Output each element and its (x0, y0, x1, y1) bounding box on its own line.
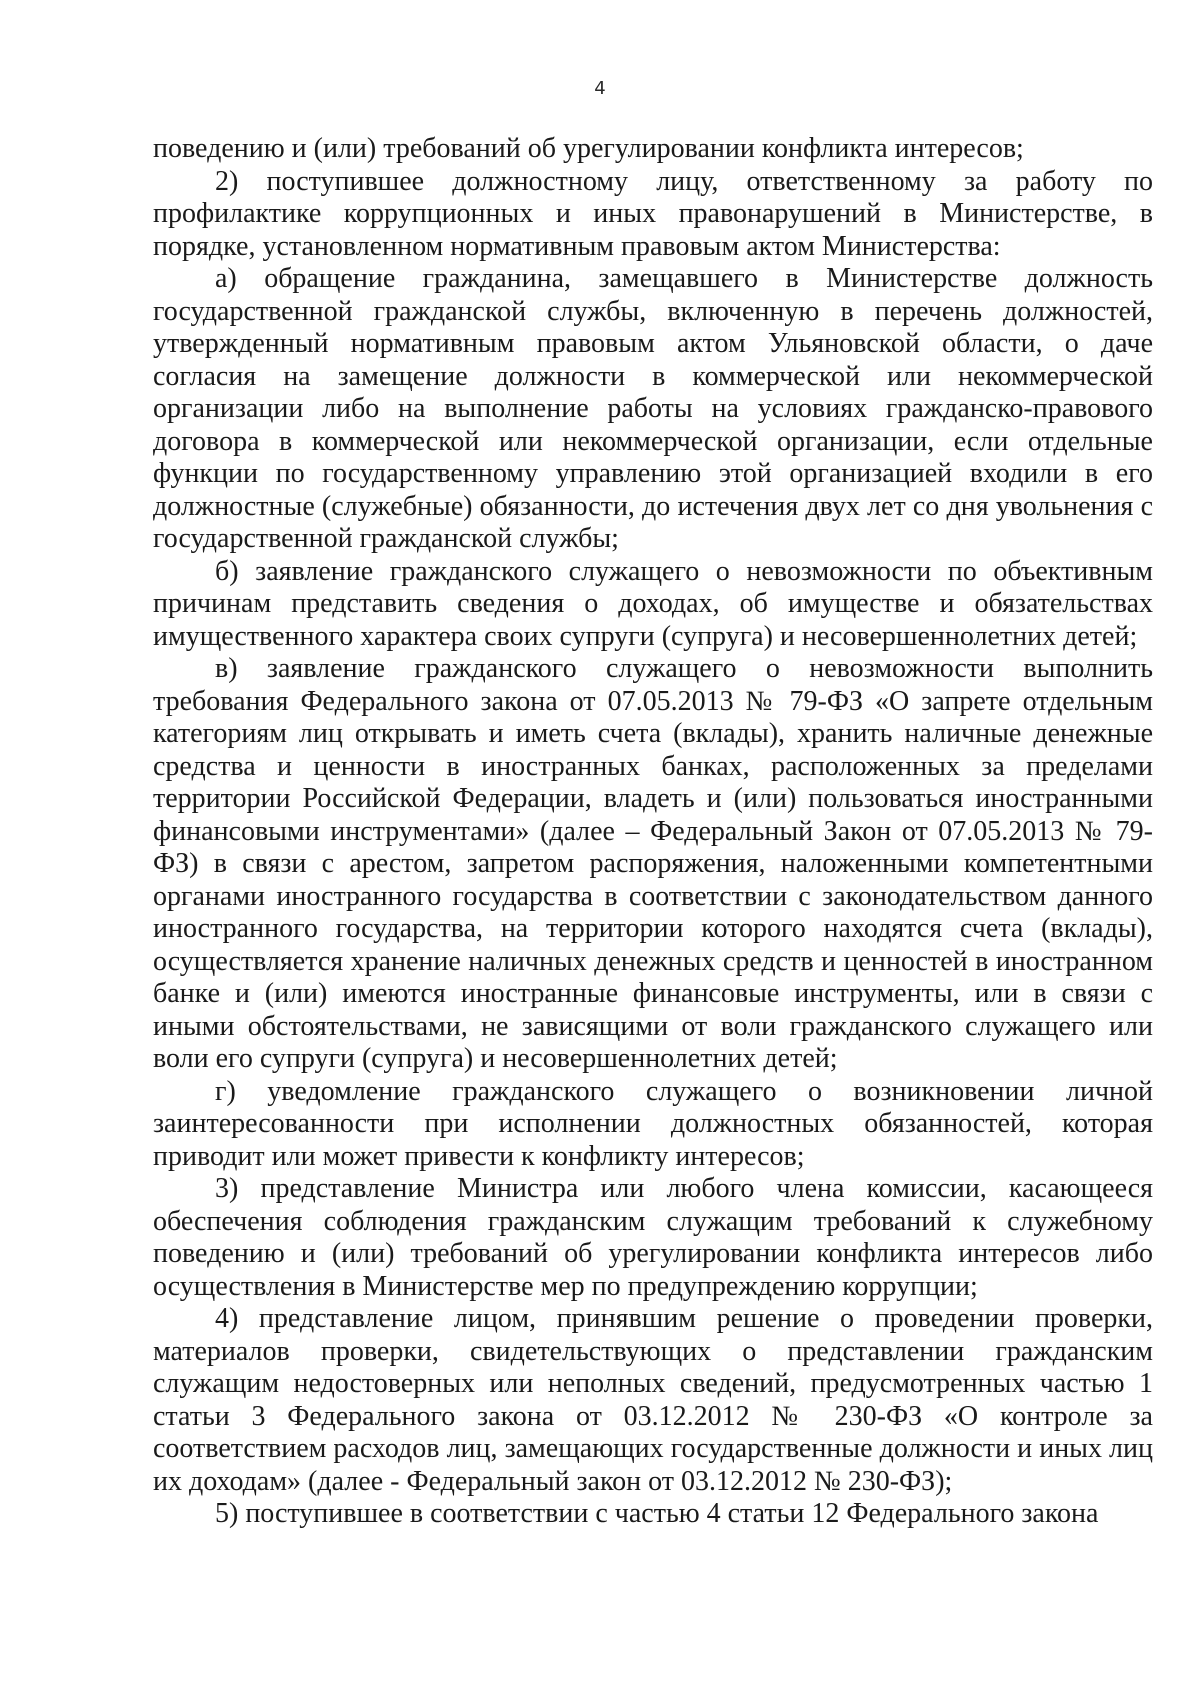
paragraph-subitem-a: а) обращение гражданина, замещавшего в Министерстве должность государственной гражданской службы, включенную в перечень должностей, утвержденный нормативным правовым актом Ульяновской области, о даче согласия на замещение должности в коммерческой или некоммерческой организации либо на выполнение работы на условиях гражданско-правового договора в коммерческой или некоммерческой организации, если отдельные функции по государственному управлению этой организацией входили в его должностные (служебные) обязанности, до истечения двух лет со дня увольнения с государственной гражданской службы; (153, 263, 1153, 554)
paragraph-item-4: 4) представление лицом, принявшим решение о проведении проверки, материалов проверки, свидетельствующих о представлении гражданским служащим недостоверных или неполных сведений, предусмотренных частью 1 статьи 3 Федерального закона от 03.12.2012 № 230-ФЗ «О контроле за соответствием расходов лиц, замещающих государственные должности и иных лиц их доходам» (далее - Федеральный закон от 03.12.2012 № 230-ФЗ); (153, 1303, 1153, 1497)
paragraph-subitem-v: в) заявление гражданского служащего о невозможности выполнить требования Федерального закона от 07.05.2013 № 79-ФЗ «О запрете отдельным категориям лиц открывать и иметь счета (вклады), хранить наличные денежные средства и ценности в иностранных банках, расположенных за пределами территории Российской Федерации, владеть и (или) пользоваться иностранными финансовыми инструментами» (далее – Федеральный Закон от 07.05.2013 № 79-ФЗ) в связи с арестом, запретом распоряжения, наложенными компетентными органами иностранного государства в соответствии с законодательством данного иностранного государства, на территории которого находятся счета (вклады), осуществляется хранение наличных денежных средств и ценностей в иностранном банке и (или) имеются иностранные финансовые инструменты, или в связи с иными обстоятельствами, не зависящими от воли гражданского служащего или воли его супруги (супруга) и несовершеннолетних детей; (153, 653, 1153, 1074)
paragraph-subitem-b: б) заявление гражданского служащего о невозможности по объективным причинам представить сведения о доходах, об имуществе и обязательствах имущественного характера своих супруги (супруга) и несовершеннолетних детей; (153, 555, 1153, 652)
paragraph-item-3: 3) представление Министра или любого члена комиссии, касающееся обеспечения соблюдения гражданским служащим требований к служебному поведению и (или) требований об урегулировании конфликта интересов либо осуществления в Министерстве мер по предупреждению коррупции; (153, 1173, 1153, 1302)
paragraph-continuation: поведению и (или) требований об урегулировании конфликта интересов; (153, 133, 1024, 164)
paragraph-subitem-g: г) уведомление гражданского служащего о возникновении личной заинтересованности при исполнении должностных обязанностей, которая приводит или может привести к конфликту интересов; (153, 1075, 1153, 1172)
paragraph-item-5: 5) поступившее в соответствии с частью 4 статьи 12 Федерального закона (215, 1498, 1099, 1529)
page-number: 4 (594, 78, 606, 99)
paragraph-item-2: 2) поступившее должностному лицу, ответственному за работу по профилактике коррупционных и иных правонарушений в Министерстве, в порядке, установленном нормативным правовым актом Министерства: (153, 165, 1153, 262)
document-body (153, 133, 1153, 1531)
